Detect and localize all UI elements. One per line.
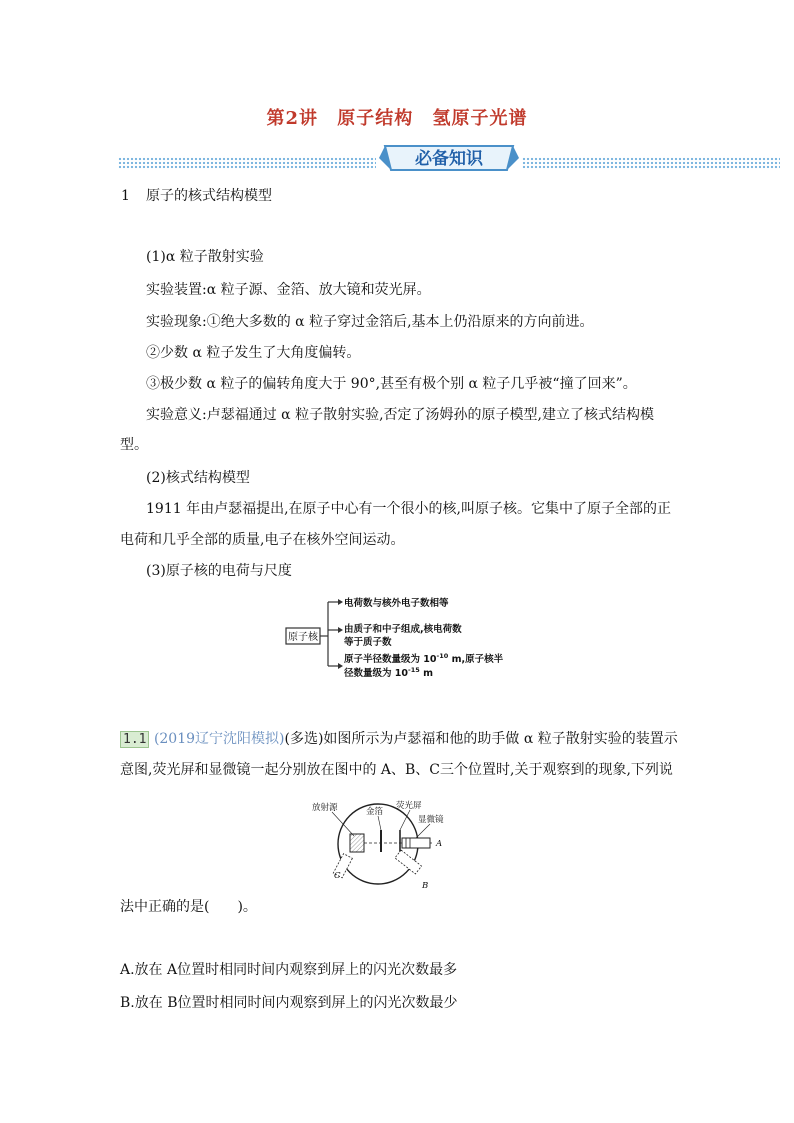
paragraph-5: ③极少数 α 粒子的偏转角度大于 90°,甚至有极个别 α 粒子几乎被“撞了回来”。 [146, 376, 637, 392]
banner-dotted-line-left [118, 157, 376, 169]
page-title [0, 104, 794, 130]
paragraph-6-line-2: 型。 [120, 437, 148, 453]
banner-text: 必备知识 [415, 149, 483, 169]
label-foil: 金箔 [366, 807, 384, 817]
paragraph-4: ②少数 α 粒子发生了大角度偏转。 [146, 345, 361, 361]
paragraph-1: (1)α 粒子散射实验 [146, 249, 264, 265]
paragraph-6-line-1: 实验意义:卢瑟福通过 α 粒子散射实验,否定了汤姆孙的原子模型,建立了核式结构模 [146, 407, 654, 423]
title-topic-1: 原子结构 [337, 108, 414, 129]
branch-text-2b: 等于质子数 [344, 637, 392, 648]
question-line-1 [120, 729, 678, 750]
label-source: 放射源 [312, 803, 338, 813]
section-number: 1 [121, 188, 130, 204]
banner-dotted-line-right [522, 157, 780, 169]
question-text-1: (多选)如图所示为卢瑟福和他的助手做 α 粒子散射实验的装置示 [284, 731, 678, 747]
paragraph-7: (2)核式结构模型 [146, 470, 250, 486]
section-title: 原子的核式结构模型 [146, 188, 272, 204]
label-pos-c: C [334, 871, 341, 881]
source-box [350, 834, 364, 852]
label-pos-a: A [436, 839, 443, 849]
lecture-number: 第2讲 [266, 108, 318, 129]
option-a: A.放在 A位置时相同时间内观察到屏上的闪光次数最多 [120, 962, 458, 978]
paragraph-3: 实验现象:①绝大多数的 α 粒子穿过金箔后,基本上仍沿原来的方向前进。 [146, 314, 594, 330]
question-label: 1.1 [120, 731, 149, 748]
branch-text-2a: 由质子和中子组成,核电荷数 [344, 624, 462, 635]
label-microscope: 显微镜 [418, 815, 444, 825]
question-line-2: 意图,荧光屏和显微镜一起分别放在图中的 A、B、C三个位置时,关于观察到的现象,下列说 [120, 762, 673, 778]
nucleus-box-label: 原子核 [288, 632, 318, 643]
branch-text-3b: 径数量级为 $10^{-15}$ m [344, 666, 433, 679]
paragraph-8-line-1: 1911 年由卢瑟福提出,在原子中心有一个很小的核,叫原子核。它集中了原子全部的正 [146, 501, 671, 517]
paragraph-9: (3)原子核的电荷与尺度 [146, 563, 292, 579]
label-screen: 荧光屏 [396, 801, 422, 811]
question-source: (2019辽宁沈阳模拟) [153, 731, 285, 747]
arrow-head-2 [338, 627, 343, 633]
arrow-head-3 [338, 663, 343, 669]
option-b: B.放在 B位置时相同时间内观察到屏上的闪光次数最少 [120, 995, 458, 1011]
title-topic-2: 氢原子光谱 [432, 108, 528, 129]
paragraph-8-line-2: 电荷和几乎全部的质量,电子在核外空间运动。 [120, 532, 405, 548]
question-line-3: 法中正确的是( )。 [120, 899, 257, 915]
apparatus-diagram [310, 800, 460, 892]
section-banner [379, 142, 519, 174]
branch-text-1: 电荷数与核外电子数相等 [344, 598, 449, 609]
branch-text-3a: 原子半径数量级为 $10^{-10}$ m,原子核半 [344, 652, 504, 665]
paragraph-2: 实验装置:α 粒子源、金箔、放大镜和荧光屏。 [146, 282, 431, 298]
banner-badge-icon [379, 142, 519, 174]
arrow-head-1 [338, 599, 343, 605]
nucleus-diagram [280, 590, 520, 682]
label-pos-b: B [422, 881, 429, 891]
